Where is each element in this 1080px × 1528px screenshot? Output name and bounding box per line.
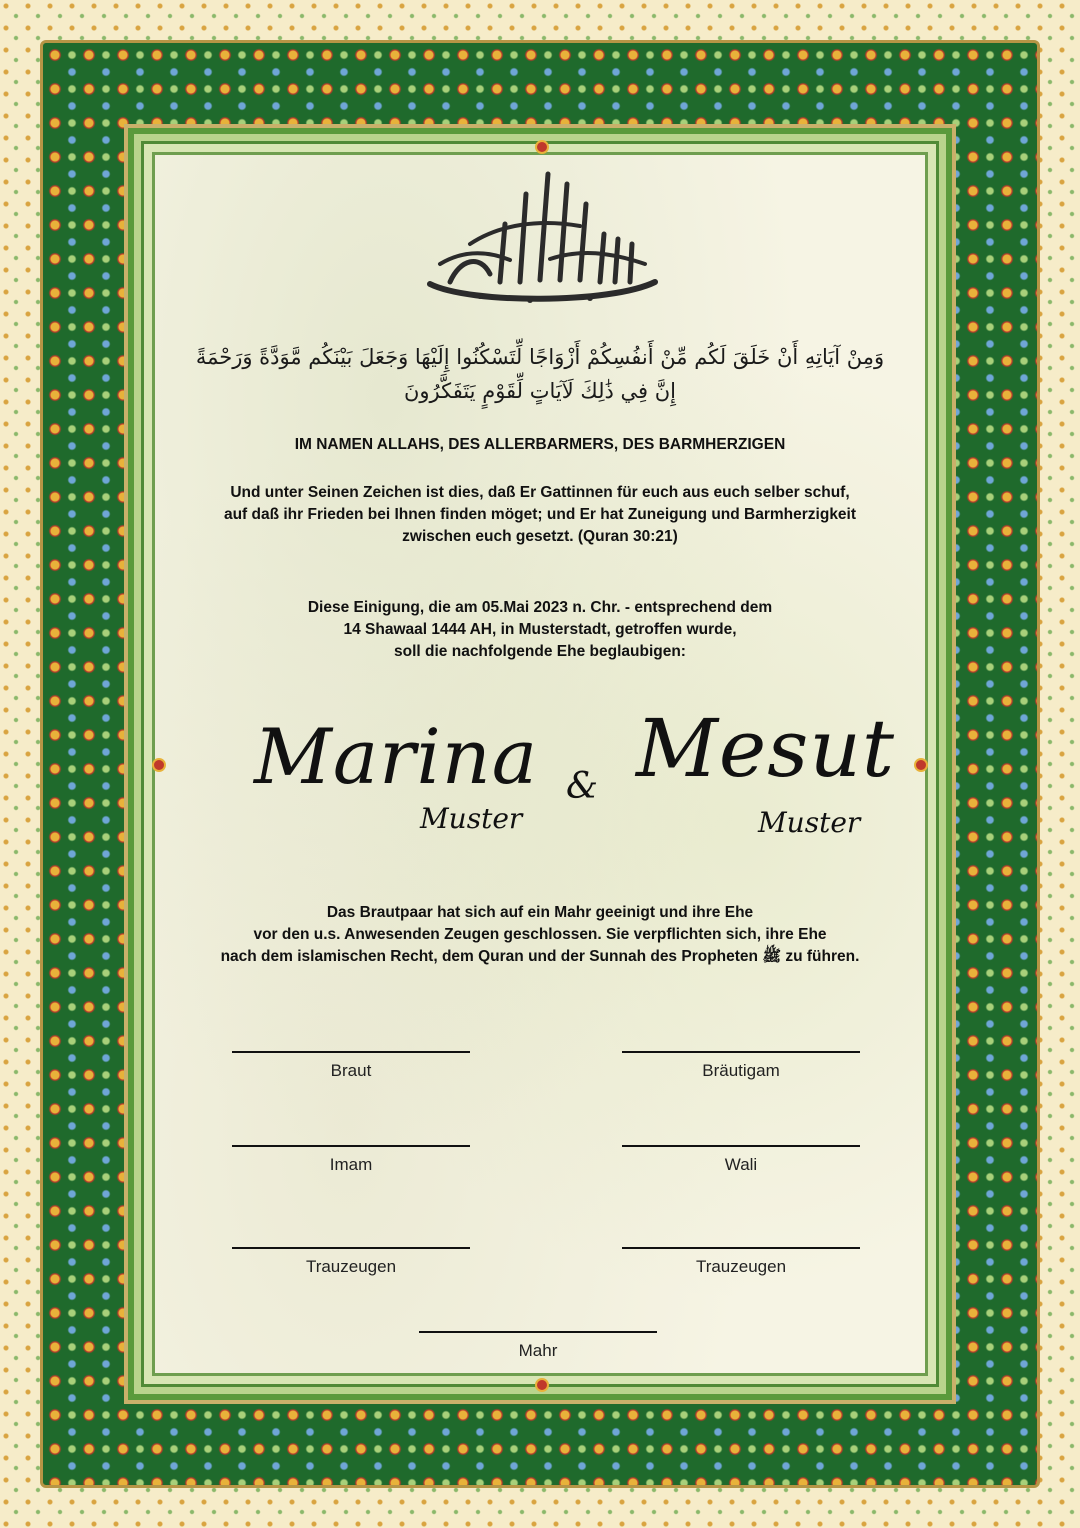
- signature-label-wali: Wali: [724, 1155, 758, 1174]
- page-title: IM NAMEN ALLAHS, DES ALLERBARMERS, DES BARMHERZIGEN: [294, 436, 786, 453]
- ampersand: &: [566, 766, 599, 807]
- signature-wali: [622, 1145, 860, 1175]
- signature-line: [232, 1051, 470, 1053]
- signature-mahr: [419, 1331, 657, 1361]
- signature-label-imam: Imam: [329, 1155, 373, 1174]
- agreement-text: [172, 597, 908, 663]
- groom-first-name: Mesut: [636, 702, 895, 795]
- quran-line-3: zwischen euch gesetzt. (Quran 30:21): [402, 528, 678, 545]
- vows-line-2: vor den u.s. Anwesenden Zeugen geschlossen. Sie verpflichten sich, ihre Ehe: [253, 926, 827, 943]
- groom-last-name: Muster: [758, 806, 861, 839]
- certificate-content: [152, 152, 928, 1376]
- bismillah-calligraphy-icon: [410, 164, 670, 314]
- quran-translation: [172, 482, 908, 548]
- signature-label-witness-2: Trauzeugen: [695, 1257, 787, 1276]
- signature-line: [622, 1145, 860, 1147]
- signature-line: [232, 1145, 470, 1147]
- vows-line-1: Das Brautpaar hat sich auf ein Mahr geeinigt und ihre Ehe: [326, 904, 754, 921]
- signature-label-mahr: Mahr: [518, 1341, 558, 1360]
- agreement-line-1: Diese Einigung, die am 05.Mai 2023 n. Chr. - entsprechend dem: [307, 599, 773, 616]
- signature-groom: [622, 1051, 860, 1081]
- signature-line: [622, 1247, 860, 1249]
- agreement-line-2: 14 Shawaal 1444 AH, in Musterstadt, getroffen wurde,: [343, 621, 737, 638]
- quran-line-1: Und unter Seinen Zeichen ist dies, daß Er Gattinnen für euch aus euch selber schuf,: [230, 484, 850, 501]
- signature-line: [232, 1247, 470, 1249]
- signature-imam: [232, 1145, 470, 1175]
- signature-witness-2: [622, 1247, 860, 1277]
- signature-line: [622, 1051, 860, 1053]
- vows-text: [172, 902, 908, 968]
- bride-first-name: Marina: [254, 712, 539, 801]
- signature-witness-1: [232, 1247, 470, 1277]
- quran-line-2: auf daß ihr Frieden bei Ihnen finden möget; und Er hat Zuneigung und Barmherzigkeit: [223, 506, 857, 523]
- arabic-verse: وَمِنْ آيَاتِهِ أَنْ خَلَقَ لَكُم مِّنْ أَنفُسِكُمْ أَزْوَاجًا لِّتَسْكُنُوا إِلَيْهَا وَجَعَلَ بَيْنَكُم مَّوَدَّةً وَرَحْمَةً إِنَّ فِي ذَٰلِكَ لَآيَاتٍ لِّقَوْمٍ يَتَفَكَّرُونَ: [195, 345, 885, 403]
- bride-last-name: Muster: [420, 802, 523, 835]
- agreement-line-3: soll die nachfolgende Ehe beglaubigen:: [394, 643, 686, 660]
- signature-bride: [232, 1051, 470, 1081]
- signature-line: [419, 1331, 657, 1333]
- vows-line-3: nach dem islamischen Recht, dem Quran und der Sunnah des Propheten ﷺ zu führen.: [220, 948, 860, 965]
- signature-label-bride: Braut: [330, 1061, 372, 1080]
- signature-label-witness-1: Trauzeugen: [305, 1257, 397, 1276]
- signature-label-groom: Bräutigam: [702, 1061, 780, 1080]
- ornament-dot-bottom: [535, 1378, 549, 1392]
